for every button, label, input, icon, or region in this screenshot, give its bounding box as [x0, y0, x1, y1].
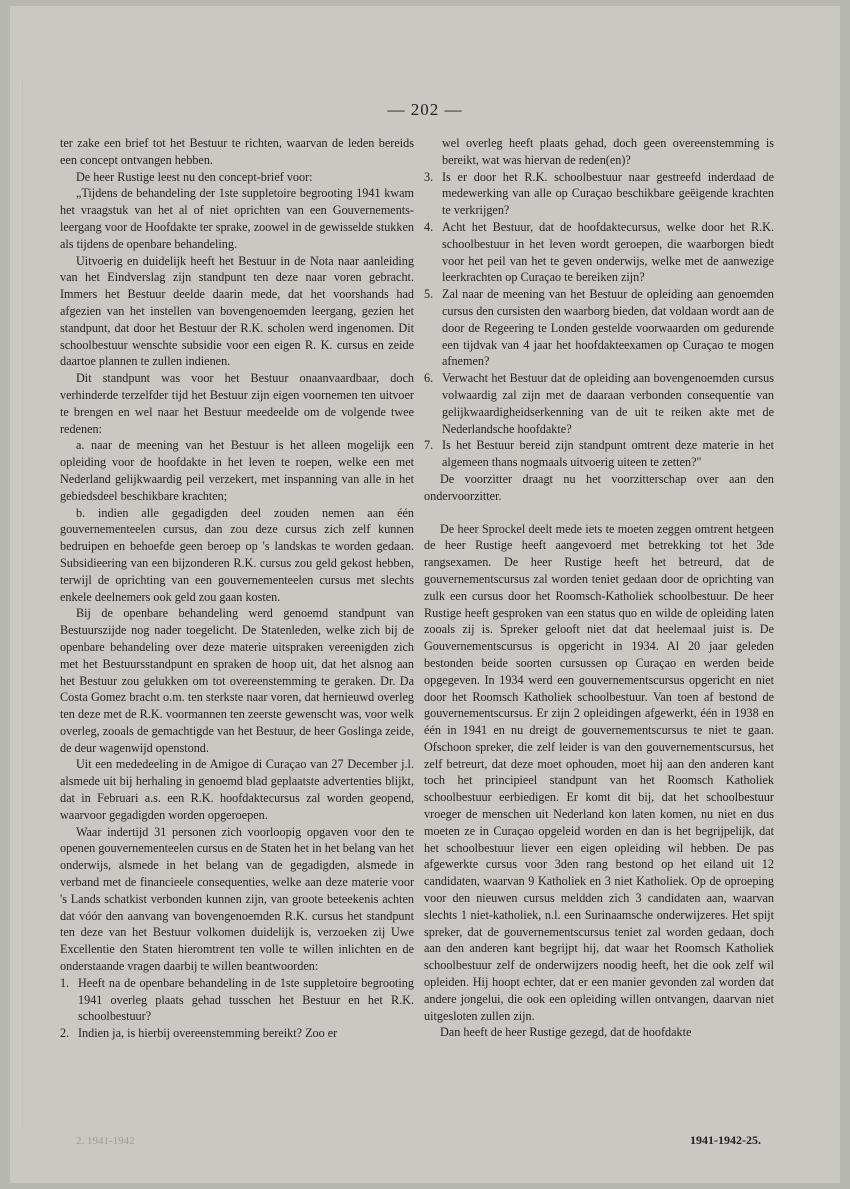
paragraph: a. naar de meening van het Bestuur is het alleen mogelijk een opleiding voor de hoofdakte in het leven te roepen, welke een met Nederland gelijkwaardig peil verzekert, met inspanning van alle in het gebiedsdeel beschikbare krachten;: [60, 438, 414, 503]
question-number: 3.: [424, 169, 434, 184]
paragraph: Uit een mededeeling in de Amigoe di Curaçao van 27 December j.l. alsmede uit bij herhaling in genoemd blad geplaatste advertenties blijkt, dat in Februari a.s. een R.K. hoofdaktecursus zal worden geopend, waarvoor gegadigden worden opgeroepen.: [60, 757, 414, 822]
paragraph: De voorzitter draagt nu het voorzitterschap over aan den ondervoorzitter.: [424, 471, 774, 503]
paragraph: Bij de openbare behandeling werd genoemd standpunt van Bestuurszijde nog nader toegelicht. De Statenleden, welke zich bij de openbare behandeling over deze materie uitspraken vereenigden zich met het Bestuursstandpunt en spraken de hoop uit, dat het alsnog aan het Bestuur zou gelukken om tot overeenstemming te geraken. Dr. Da Costa Gomez bracht o.m. ten sterkste naar voren, dat hernieuwd overleg ten deze met de R.K. voormannen ten zeerste gewenscht was, voor welk overleg, zooals de gemachtigde van het Bestuur, de heer Goslinga zeide, de deur wagenwijd openstond.: [60, 606, 414, 755]
question-text: Zal naar de meening van het Bestuur de opleiding aan genoemden cursus den cursisten den waarborg bieden, dat voldaan wordt aan de door de Regeering te Londen gestelde voorwaarden om gedurende een tijdvak van 4 jaar het hoofdakteexamen op Curaçao te mogen afnemen?: [442, 287, 774, 369]
paragraph: Uitvoerig en duidelijk heeft het Bestuur in de Nota naar aanleiding van het Eindverslag zijn standpunt ten deze naar voren gebracht. Immers het Bestuur deelde daarin mede, dat het voorshands had afgezien van het instellen van bovengenoemden leergang, gezien het standpunt, dat door het Bestuur der R.K. scholen werd ingenomen. Dit schoolbestuur wenschte subsidie voor een eigen R. K. cursus en zeide daartoe plannen te zullen indienen.: [60, 253, 414, 369]
numbered-question: [424, 219, 774, 286]
footer-left-stamp: 2. 1941-1942: [76, 1135, 135, 1147]
right-column: [424, 135, 774, 1041]
left-column: [60, 135, 414, 1042]
question-text: Verwacht het Bestuur dat de opleiding aan bovengenoemden cursus volwaardig zal zijn met de daaraan verbonden consequentie van gelijkwaardigheidserkenning van de uit te reiken akte met de Nederlandsche hoofdakte?: [442, 371, 774, 436]
question-number: 2.: [60, 1026, 70, 1041]
question-text: Is het Bestuur bereid zijn standpunt omtrent deze materie in het algemeen thans nogmaals uitvoerig uiteen te zetten?": [442, 438, 774, 470]
question-number: 5.: [424, 287, 434, 302]
paragraph: Dan heeft de heer Rustige gezegd, dat de hoofdakte: [440, 1025, 692, 1040]
question-text: Is er door het R.K. schoolbestuur naar gestreefd inderdaad de medewerking van alle op Curaçao beschikbare geëigende krachten te verkrijgen?: [442, 169, 774, 218]
margin-mark: [22, 80, 31, 1130]
numbered-question: [60, 975, 414, 1025]
question-text: Acht het Bestuur, dat de hoofdaktecursus, welke door het R.K. schoolbestuur in het leven wordt geroepen, die waarborgen biedt voor het peil van het te geven onderwijs, welke met de aanwezige leerkrachten op Curaçao te bereiken zijn?: [442, 219, 774, 285]
numbered-question: [424, 286, 774, 370]
numbered-question: [424, 135, 774, 169]
paragraph: De heer Rustige leest nu den concept-brief voor:: [76, 169, 313, 184]
paragraph: Waar indertijd 31 personen zich voorloopig opgaven voor den te openen gouvernementeelen cursus en de Staten het in het belang van het onderwijs, alsmede in het belang van de gegadigden, alsmede in verband met de financieele consequenties, welke aan deze materie voor 's Lands schatkist verbonden kunnen zijn, van groote beteekenis achten dat vóór den aanvang van bovengenoemden R.K. cursus het standpunt ten deze van het Bestuur volkomen duidelijk is, verzoeken zij Uwe Excellentie den Staten hieromtrent ten volle te willen inlichten en de onderstaande vragen daarbij te willen beantwoorden:: [60, 824, 414, 974]
footer-right-stamp: 1941-1942-25.: [690, 1133, 761, 1147]
question-number: 4.: [424, 219, 434, 234]
numbered-question: [424, 437, 774, 471]
question-number: 7.: [424, 438, 434, 453]
page-number: — 202 —: [387, 100, 463, 119]
question-text: Heeft na de openbare behandeling in de 1ste suppletoire begrooting 1941 overleg plaats gehad tusschen het Bestuur en het R.K. schoolbestuur?: [78, 975, 414, 1024]
paragraph: ter zake een brief tot het Bestuur te richten, waarvan de leden bereids een concept ontvangen hebben.: [60, 136, 414, 167]
question-text: Indien ja, is hierbij overeenstemming bereikt? Zoo er: [78, 1026, 338, 1041]
paragraph: b. indien alle gegadigden deel zouden nemen aan één gouvernementeelen cursus, dan zou deze cursus zich zelf kunnen bedruipen en behoefde geen beroep op 's landskas te worden gedaan. Subsidieering van een bijzonderen R.K. cursus zou geld gekost hebben, terwijl de oprichting van een gouvernementeelen cursus met slechts enkele deelnemers ook geld zou gaan kosten.: [60, 505, 414, 604]
question-number: [424, 135, 442, 169]
paragraph: „Tijdens de behandeling der 1ste suppletoire begrooting 1941 kwam het vraagstuk van het al of niet oprichten van een Gouvernements-leergang voor de Hoofdakte ter sprake, zoowel in de gewisselde stukken als tijdens de openbare behandeling.: [60, 186, 414, 251]
question-text: wel overleg heeft plaats gehad, doch geen overeenstemming is bereikt, wat was hiervan de reden(en)?: [442, 136, 774, 167]
numbered-question: [424, 169, 774, 219]
paragraph: Dit standpunt was voor het Bestuur onaanvaardbaar, doch verhinderde terzelfder tijd het Bestuur zijn eigen voornemen ten uitvoer te brengen en wel naar het Bestuur meedeelde om de volgende twee redenen:: [60, 371, 414, 436]
numbered-question: [424, 370, 774, 437]
numbered-question: [60, 1025, 414, 1042]
paragraph: De heer Sprockel deelt mede iets te moeten zeggen omtrent hetgeen de heer Rustige heeft aangevoerd met betrekking tot het 3de rangsexamen. De heer Rustige heeft het betreurd, dat de gouvernementscursus zal worden teniet gedaan door de oprichting van zulk een cursus door het Roomsch-Katholiek schoolbestuur. De heer Rustige heeft gesproken van een status quo en wilde de opleiding laten zooals zij is. Spreker gelooft niet dat dat heelemaal juist is. De Gouvernementscursus is opgericht in 1934. Al 20 jaar geleden bestonden beide soorten cursussen op Curaçao en werden beide opgegeven. In 1934 werd een gouvernementscursus opgericht en niet door het Roomsch Katholiek schoolbestuur. Van toen af bestond de gouvernementscursus. Er zijn 2 opleidingen afgewerkt, één in 1938 en één in 1941 en nu dreigt de gouvernementscursus te niet te gaan. Ofschoon spreker, die zelf leider is van den gouvernementscursus, het zelf betreurt, dat deze moet ophouden, moet hij aan den anderen kant toch het principieel standpunt van het Roomsch Katholiek schoolbestuur eerbiedigen. Er komt dit bij, dat het schoolbestuur vroeger de menschen uit Nederland kon laten komen, nu niet en dus moeten ze in Curaçao opgeleid worden en dan is het begrijpelijk, dat het schoolbestuur liever een eigen opleiding wil hebben. De pas afgewerkte cursus voor 3den rang bestond op het eiland uit 12 candidaten, waarvan 9 Katholiek en 3 niet Katholiek. Op de oproeping voor den nieuwen cursus meldden zich 3 candidaten aan, waarvan slechts 1 niet-katholiek, n.l. een Surinaamsche onderwijzeres. Het spijt spreker, dat de gouvernementscursus teniet zal worden gedaan, doch aan den anderen kant begrijpt hij, dat waar het Roomsch Katholiek schoolbestuur zelf de onderwijzers noodig heeft, het die ook zelf wil opleiden. Hij hoopt echter, dat er een manier gevonden zal worden dat andere jongelui, die ook een opleiding willen ontvangen, daarvan niet uitgesloten zullen zijn.: [424, 521, 774, 1023]
question-number: 6.: [424, 371, 434, 386]
question-number: 1.: [60, 975, 70, 990]
